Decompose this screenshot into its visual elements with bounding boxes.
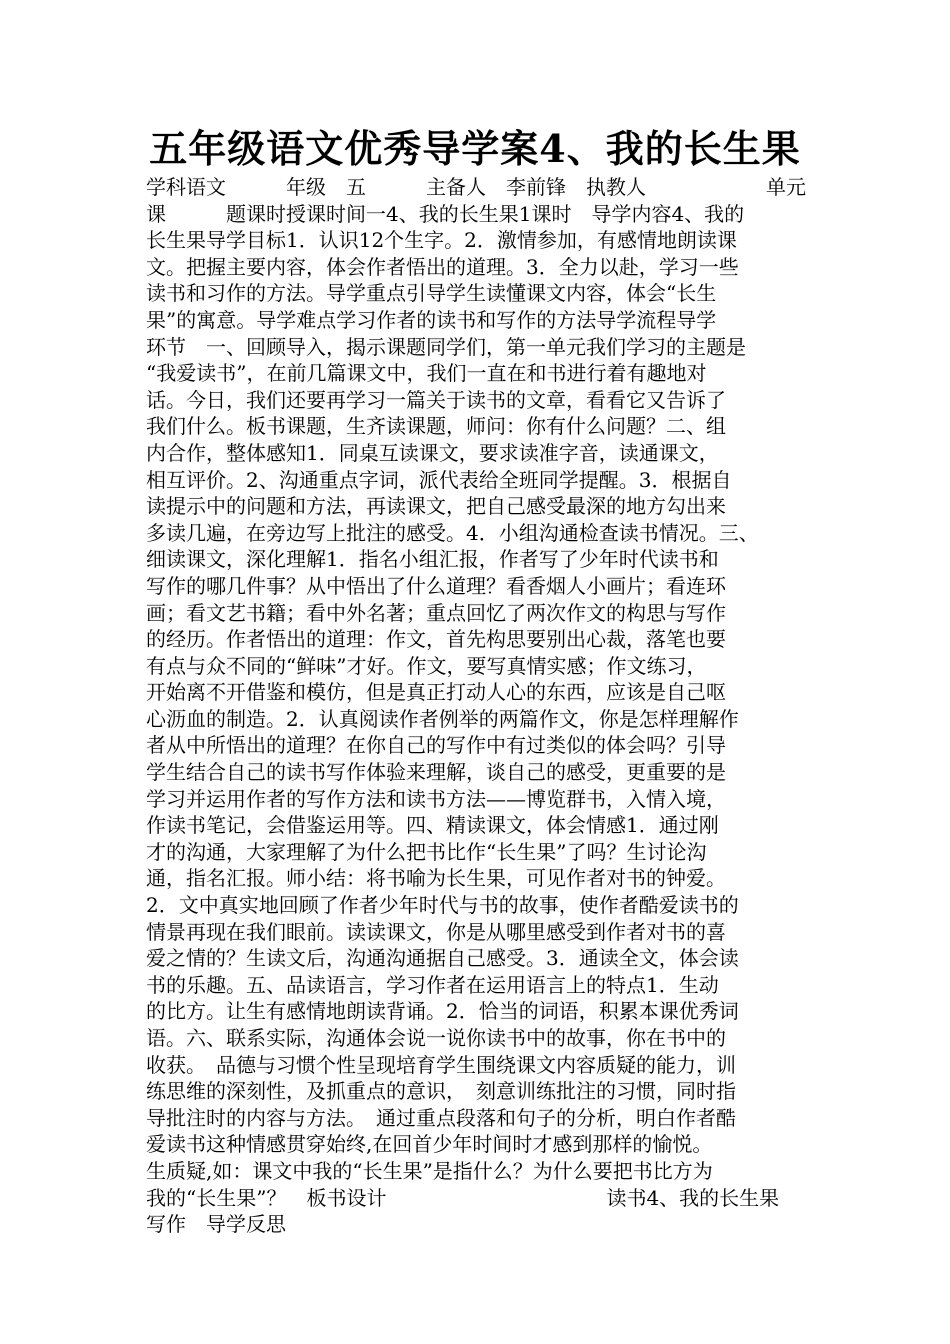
- text-line: 话。今日，我们还要再学习一篇关于读书的文章，看看它又告诉了: [146, 387, 726, 412]
- text-line: 心沥血的制造。2．认真阅读作者例举的两篇作文，你是怎样理解作: [146, 706, 739, 731]
- text-line: 收获。 品德与习惯个性呈现培育学生围绕课文内容质疑的能力，训: [146, 1052, 736, 1077]
- document-body: [146, 174, 826, 1238]
- text-line: 课 题课时授课时间一4、我的长生果1课时 导学内容4、我的: [146, 201, 745, 226]
- text-line: 多读几遍，在旁边写上批注的感受。4．小组沟通检查读书情况。三、: [146, 520, 759, 545]
- text-line: 读书和习作的方法。导学重点引导学生读懂课文内容，体会“长生: [146, 281, 717, 306]
- text-line: 者从中所悟出的道理？在你自己的写作中有过类似的体会吗？引导: [146, 733, 726, 758]
- text-line: 环节 一、回顾导入，揭示课题同学们，第一单元我们学习的主题是: [146, 334, 746, 359]
- text-line: 爱之情的？生读文后，沟通沟通据自己感受。3．通读全文，体会读: [146, 946, 739, 971]
- text-line: 生质疑,如：课文中我的“长生果”是指什么？为什么要把书比方为: [146, 1158, 713, 1183]
- text-line: 写作 导学反思: [146, 1212, 286, 1237]
- text-line: 学科语文 年级 五 主备人 李前锋 执教人 单元: [146, 175, 806, 199]
- text-line: 果”的寓意。导学难点学习作者的读书和写作的方法导学流程导学: [146, 307, 717, 332]
- text-line: 我的“长生果”？ 板书设计 读书4、我的长生果: [146, 1185, 780, 1210]
- text-line: 学习并运用作者的写作方法和读书方法——博览群书，入情入境，: [146, 786, 726, 811]
- text-line: 有点与众不同的“鲜味”才好。作文，要写真情实感；作文练习，: [146, 653, 707, 678]
- text-line: 语。六、联系实际，沟通体会说一说你读书中的故事，你在书中的: [146, 1026, 726, 1050]
- document-title: 五年级语文优秀导学案4、我的长生果: [149, 126, 801, 171]
- text-line: 内合作，整体感知1．同桌互读课文，要求读准字音，读通课文，: [146, 440, 719, 465]
- text-line: 学生结合自己的读书写作体验来理解，谈自己的感受，更重要的是: [146, 760, 726, 785]
- text-line: 作读书笔记，会借鉴运用等。四、精读课文，体会情感1．通过刚: [146, 813, 719, 838]
- text-line: “我爱读书”，在前几篇课文中，我们一直在和书进行着有趣地对: [146, 361, 707, 386]
- text-line: 的比方。让生有感情地朗读背诵。2．恰当的词语，积累本课优秀词: [146, 999, 739, 1024]
- text-line: 2．文中真实地回顾了作者少年时代与书的故事，使作者酷爱读书的: [146, 893, 739, 918]
- text-line: 的经历。作者悟出的道理：作文，首先构思要别出心裁，落笔也要: [146, 627, 726, 652]
- text-line: 通，指名汇报。师小结：将书喻为长生果，可见作者对书的钟爱。: [146, 866, 726, 891]
- text-line: 导批注时的内容与方法。 通过重点段落和句子的分析，明白作者酷: [146, 1105, 736, 1130]
- text-line: 文。把握主要内容，体会作者悟出的道理。3．全力以赴，学习一些: [146, 254, 739, 279]
- text-line: 写作的哪几件事？从中悟出了什么道理？看香烟人小画片；看连环: [146, 573, 726, 598]
- text-line: 细读课文，深化理解1．指名小组汇报，作者写了少年时代读书和: [146, 547, 719, 572]
- text-line: 情景再现在我们眼前。读读课文，你是从哪里感受到作者对书的喜: [146, 919, 726, 944]
- text-line: 读提示中的问题和方法，再读课文，把自己感受最深的地方勾出来: [146, 494, 726, 519]
- text-line: 长生果导学目标1．认识12个生字。2．激情参加，有感情地朗读课: [146, 228, 737, 253]
- text-line: 才的沟通，大家理解了为什么把书比作“长生果”了吗？生讨论沟: [146, 839, 707, 864]
- text-line: 书的乐趣。五、品读语言，学习作者在运用语言上的特点1．生动: [146, 972, 719, 997]
- text-line: 开始离不开借鉴和模仿，但是真正打动人心的东西，应该是自己呕: [146, 680, 726, 705]
- text-line: 练思维的深刻性，及抓重点的意识， 刻意训练批注的习惯，同时指: [146, 1079, 736, 1104]
- text-line: 画；看文艺书籍；看中外名著；重点回忆了两次作文的构思与写作: [146, 600, 726, 625]
- text-line: 我们什么。板书课题，生齐读课题，师问：你有什么问题？二、组: [146, 414, 726, 439]
- text-line: 爱读书这种情感贯穿始终,在回首少年时间时才感到那样的愉悦。: [146, 1132, 713, 1157]
- text-line: 相互评价。2、沟通重点字词，派代表给全班同学提醒。3．根据自: [146, 467, 732, 492]
